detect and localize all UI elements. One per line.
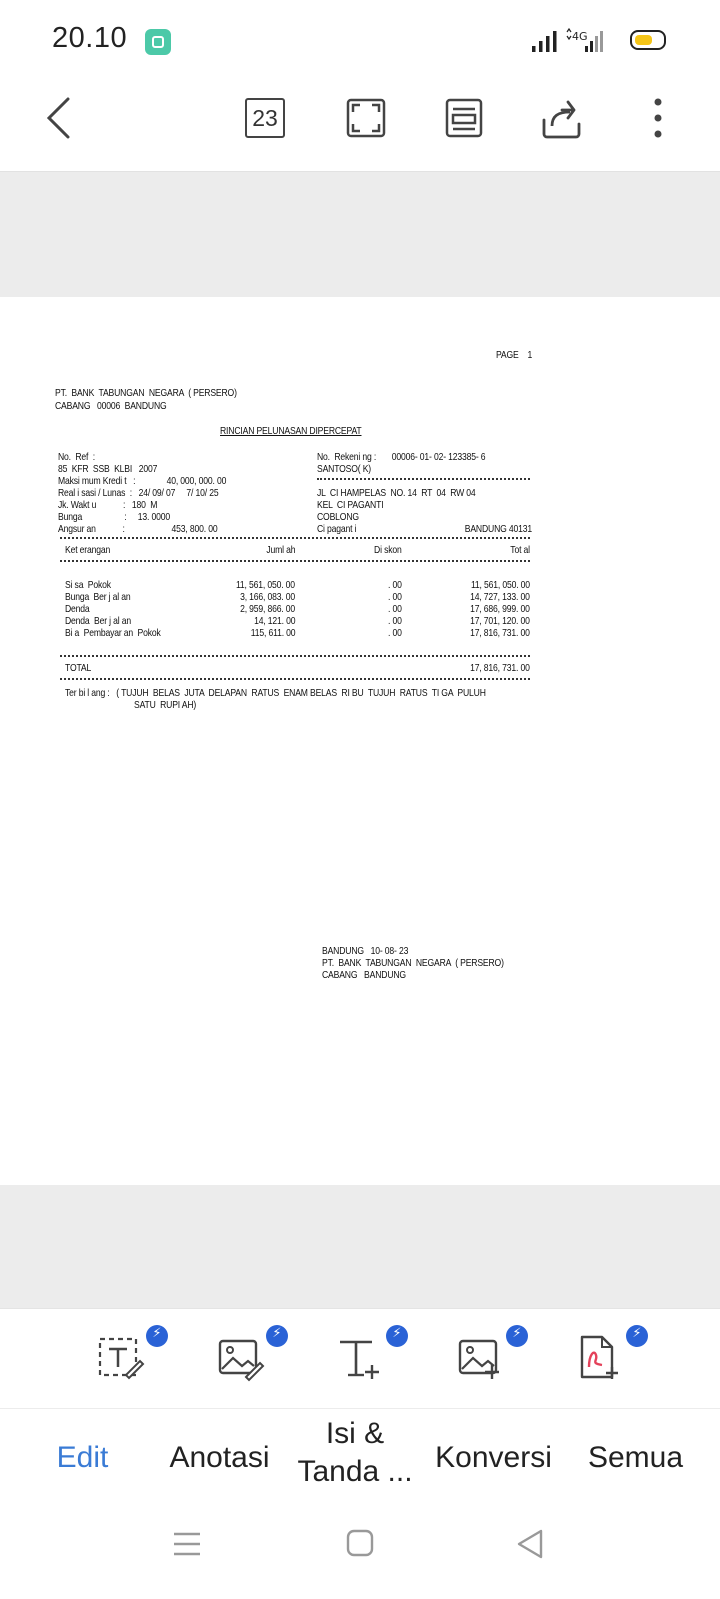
total-label: TOTAL <box>65 662 92 674</box>
divider <box>60 678 530 680</box>
total-value: 17, 816, 731. 00 <box>470 662 530 674</box>
signature-branch: CABANG BANDUNG <box>322 969 406 981</box>
company-name: PT. BANK TABUNGAN NEGARA ( PERSERO) <box>55 387 237 399</box>
info-installment: Angsur an : 453, 800. 00 <box>58 523 218 535</box>
divider <box>60 560 530 562</box>
fullscreen-icon[interactable] <box>346 98 386 143</box>
divider <box>60 537 530 539</box>
bottom-tabs <box>0 1408 720 1508</box>
back-icon[interactable] <box>44 96 74 145</box>
home-icon[interactable] <box>345 1528 375 1563</box>
info-realization: Real i sasi / Lunas : 24/ 09/ 07 7/ 10/ 25 <box>58 487 219 499</box>
share-icon[interactable] <box>540 96 586 145</box>
add-image-icon[interactable] <box>456 1333 506 1383</box>
terbilang-line-1: Ter bi l ang : ( TUJUH BELAS JUTA DELAPAN RATUS ENAM BELAS RI BU TUJUH RATUS TI GA PULUH <box>65 687 486 699</box>
address-street: JL CI HAMPELAS NO. 14 RT 04 RW 04 <box>317 487 476 499</box>
edit-text-icon[interactable] <box>96 1333 146 1383</box>
tab-isi-tanda[interactable] <box>290 1415 420 1491</box>
account-number: No. Rekeni ng : 00006- 01- 02- 123385- 6 <box>317 451 486 463</box>
page-count-button[interactable]: 23 <box>245 98 285 138</box>
premium-badge-icon <box>506 1325 528 1347</box>
info-max-credit: Maksi mum Kredi t : 40, 000, 000. 00 <box>58 475 227 487</box>
notification-app-icon <box>145 29 171 55</box>
info-interest: Bunga : 13. 0000 <box>58 511 170 523</box>
edit-image-icon[interactable] <box>216 1333 266 1383</box>
more-icon[interactable] <box>652 96 664 145</box>
info-ref: No. Ref : <box>58 451 95 463</box>
pdf-sign-icon[interactable] <box>576 1333 626 1383</box>
page-gap-top <box>0 172 720 297</box>
signal-icon <box>530 26 620 61</box>
signature-date: BANDUNG 10- 08- 23 <box>322 945 409 957</box>
page-gap-bottom <box>0 1185 720 1308</box>
branch-name: CABANG 00006 BANDUNG <box>55 400 167 412</box>
tab-edit[interactable]: Edit <box>56 1441 109 1474</box>
add-text-icon[interactable] <box>336 1333 386 1383</box>
city-postal: BANDUNG 40131 <box>464 523 532 535</box>
signature-company: PT. BANK TABUNGAN NEGARA ( PERSERO) <box>322 957 504 969</box>
premium-badge-icon <box>626 1325 648 1347</box>
terbilang-line-2: SATU RUPI AH) <box>134 699 197 711</box>
clock: 20.10 <box>52 22 128 54</box>
premium-badge-icon <box>266 1325 288 1347</box>
tab-isi-tanda-line-1: Isi & <box>325 1417 385 1450</box>
menu-icon[interactable] <box>172 1530 202 1563</box>
divider <box>60 655 530 657</box>
status-bar <box>0 0 720 80</box>
account-name: SANTOSO( K) <box>317 463 372 475</box>
address-kelurahan: KEL CI PAGANTI <box>317 499 384 511</box>
page-layout-icon[interactable] <box>445 98 483 143</box>
network-type: 4G <box>572 30 588 43</box>
tab-anotasi[interactable]: Anotasi <box>169 1441 270 1474</box>
battery-icon <box>630 30 666 50</box>
header-jumlah: Juml ah <box>265 544 295 556</box>
header-keterangan: Ket erangan <box>65 544 111 556</box>
premium-badge-icon <box>146 1325 168 1347</box>
tab-isi-tanda-line-2: Tanda ... <box>297 1455 413 1488</box>
edit-tools-bar <box>0 1308 720 1408</box>
back-nav-icon[interactable] <box>515 1528 545 1565</box>
header-diskon: Di skon <box>374 544 402 556</box>
document-page[interactable]: PAGE 1 PT. BANK TABUNGAN NEGARA ( PERSERO) CABANG 00006 BANDUNG RINCIAN PELUNASAN DIPERCEPAT No. Ref : 85 KFR SSB KLBI 2007 Maksi mum Kredi t : 40, 000, 000. 00 Real i sasi / Lunas : 24/ 09/ 07 7/ 10/ 25 Jk. Wakt u : 180 M Bunga : 13. 0000 Angsur an : 453, 800. 00 No. Rekeni ng : 00006- 01- 02- 123385- 6 SANTOSO( K) JL CI HAMPELAS NO. 14 RT 04 RW 04 KEL CI PAGANTI COBLONG Ci pagant i BANDUNG 40131 Ket erangan Juml ah Di skon Tot al Si sa Pokok 11, 561, 050. 00 . 00 11, 561, 050. 00 Bunga Ber j al an 3, 166, 083. 00 . 00 14, 727, 133. 00 Denda 2, 959, 866. 00 . 00 17, 686, 999. 00 Denda Ber j al an 14, 121. 00 . 00 17, 701, 120. 00 Bi a Pembayar an Pokok 115, 611. 00 . 00 17, 816, 731. 00 TOTAL 17, 816, 731. 00 Ter bi l ang : ( TUJUH BELAS JUTA DELAPAN RATUS ENAM BELAS RI BU TUJUH RATUS TI GA PULUH SATU RUPI AH) BANDUNG 10- 08- 23 PT. BANK TABUNGAN NEGARA ( PERSERO) CABANG BANDUNG <box>0 297 720 1185</box>
tab-semua[interactable]: Semua <box>587 1441 684 1474</box>
tab-konversi[interactable]: Konversi <box>435 1441 552 1474</box>
address-area: Ci pagant i <box>317 523 357 535</box>
page-label: PAGE 1 <box>495 349 532 361</box>
premium-badge-icon <box>386 1325 408 1347</box>
system-nav-bar <box>0 1508 720 1599</box>
document-title: RINCIAN PELUNASAN DIPERCEPAT <box>220 425 362 437</box>
info-term: Jk. Wakt u : 180 M <box>58 499 158 511</box>
divider <box>317 478 530 480</box>
info-kfr: 85 KFR SSB KLBI 2007 <box>58 463 158 475</box>
address-kecamatan: COBLONG <box>317 511 359 523</box>
header-total: Tot al <box>510 544 530 556</box>
